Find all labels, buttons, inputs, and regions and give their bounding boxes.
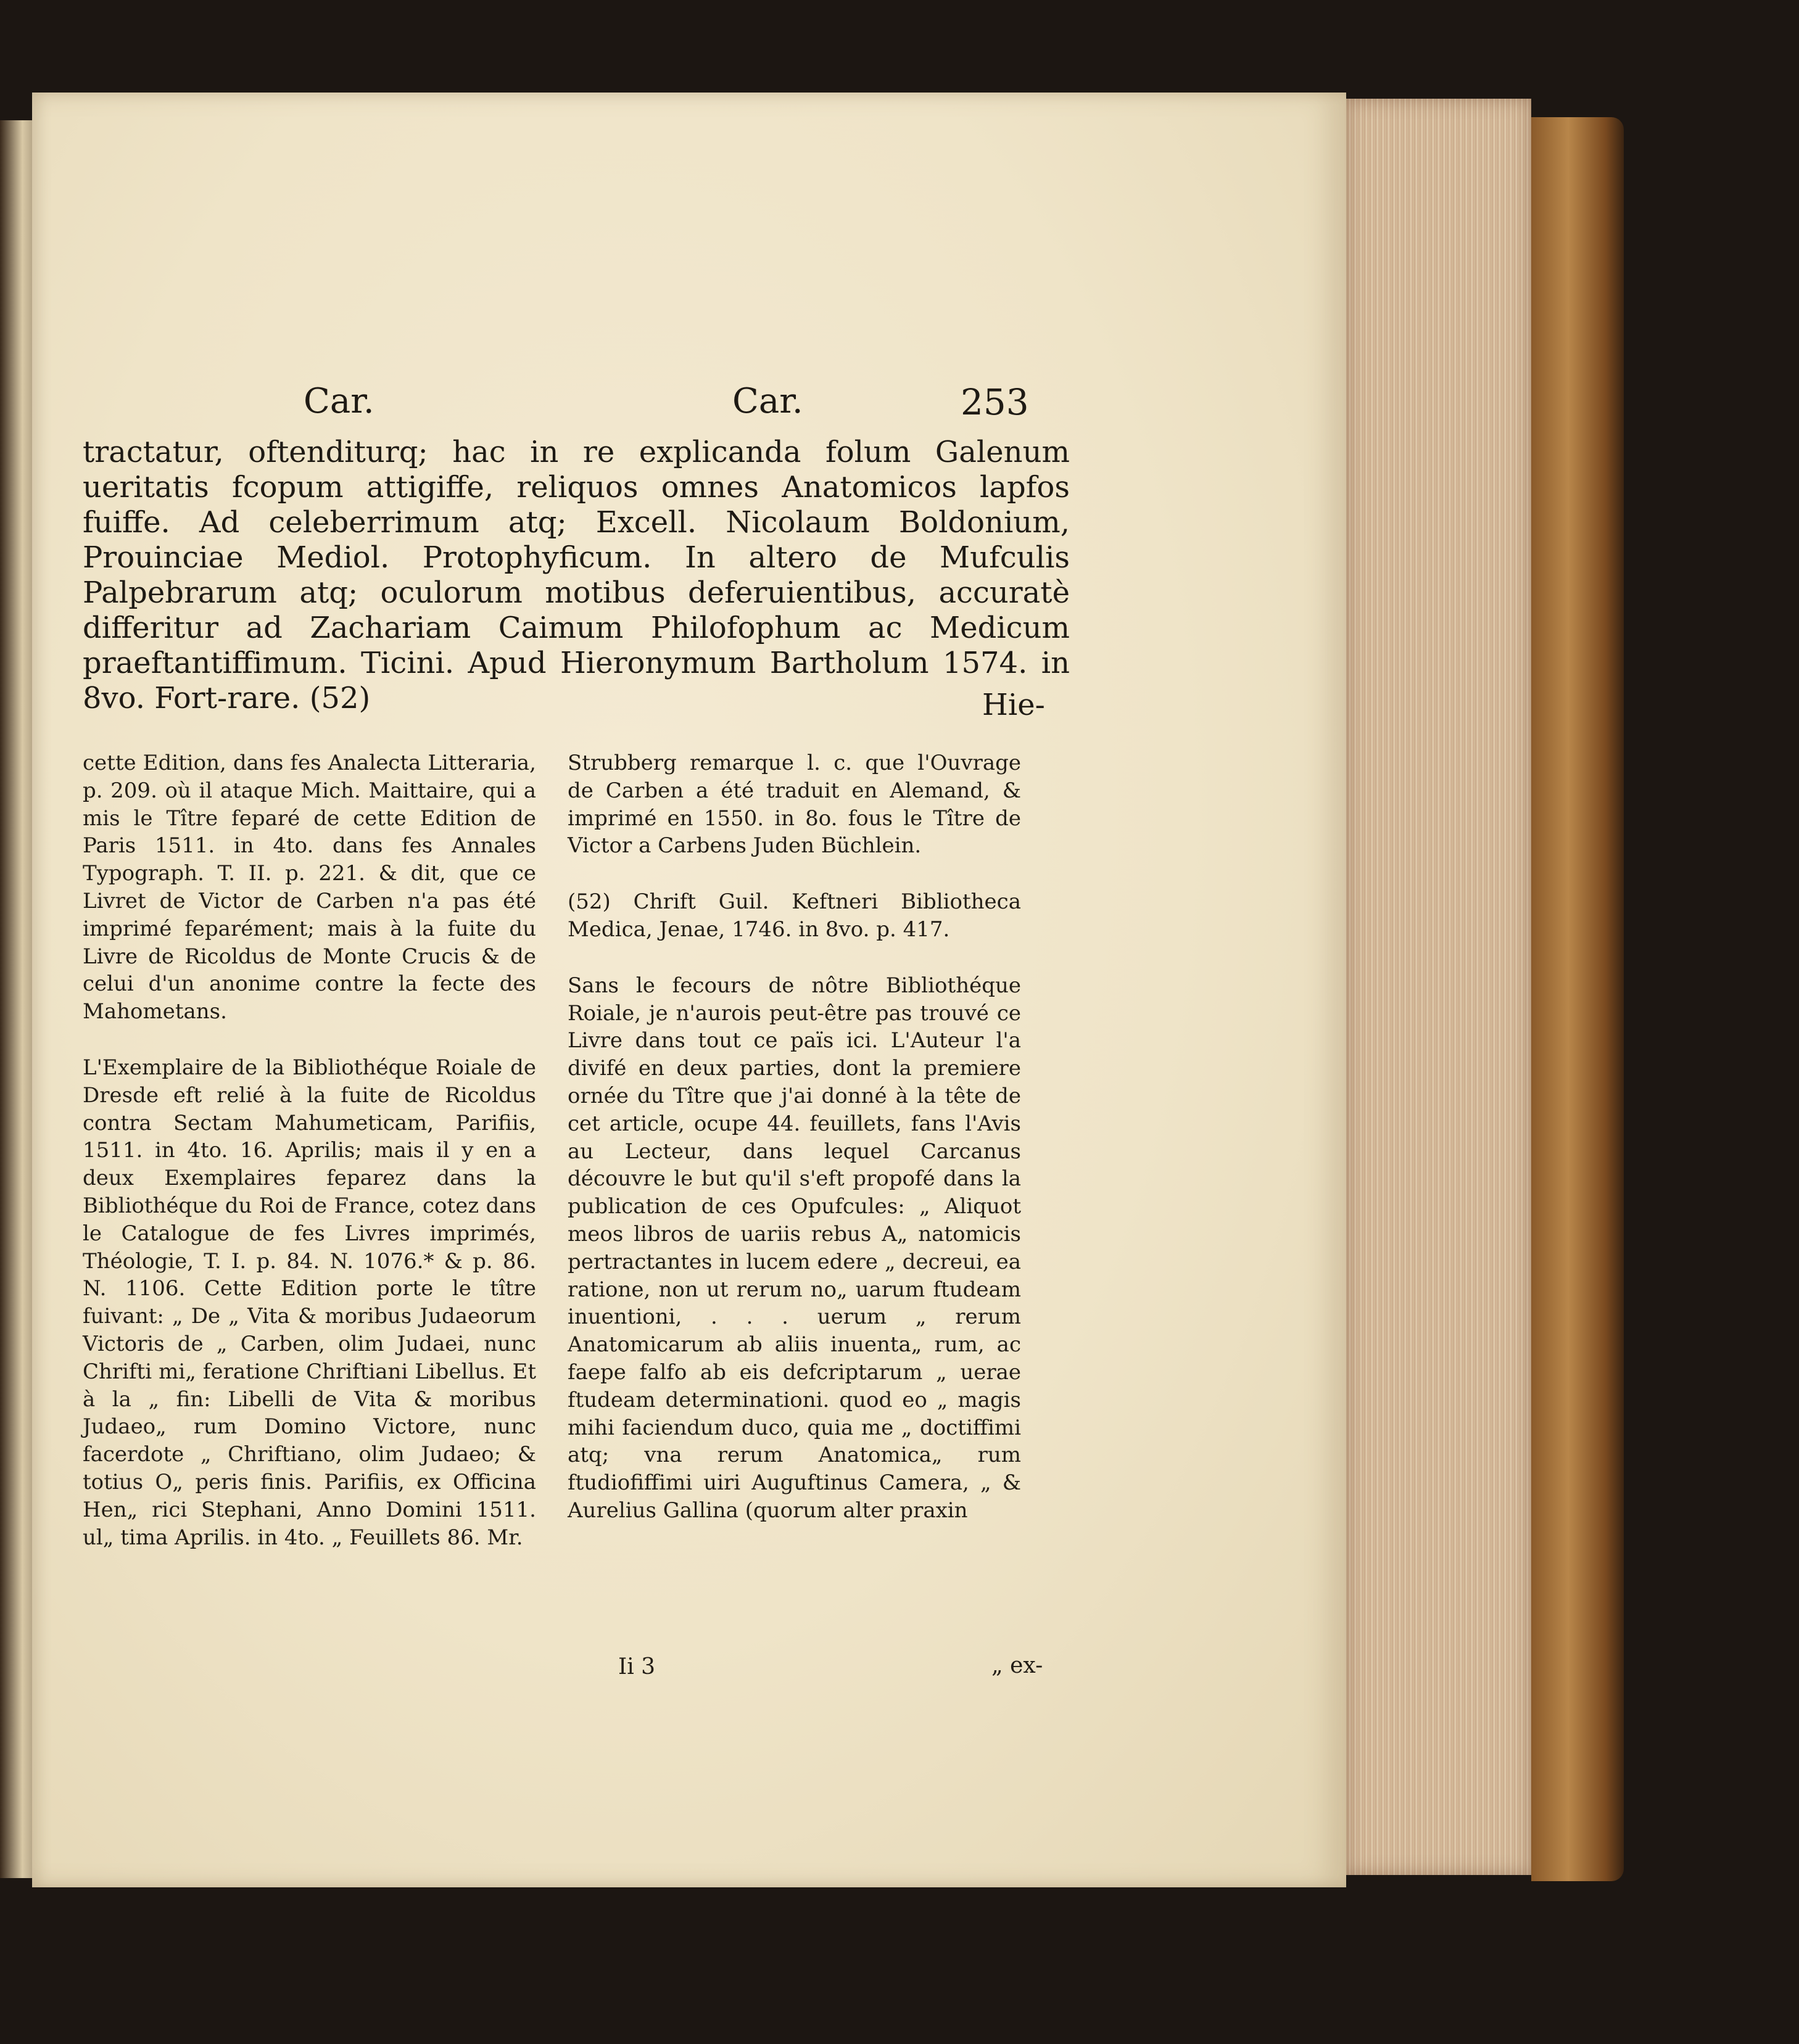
main-catchword: Hie- [982,688,1045,722]
facing-page-edge [0,120,32,1878]
signature-mark: Ii 3 [618,1654,656,1679]
running-head-center: Car. [732,381,803,421]
right-paragraph-2: (52) Chrift Guil. Keftneri Bibliotheca Medica, Jenae, 1746. in 8vo. p. 417. [568,889,1021,942]
book-page [32,93,1346,1887]
running-head [32,376,1346,432]
book-cover-edge [1531,117,1624,1881]
footnote-column-left [83,749,536,1551]
fore-edge-pages [1346,99,1531,1875]
column-catchword: „ ex- [991,1653,1043,1678]
main-entry-text [83,435,1070,716]
running-head-left: Car. [304,381,374,421]
page-number: 253 [961,381,1029,423]
main-paragraph: tractatur, oftenditurq; hac in re explicanda folum Galenum ueritatis fcopum attigiffe, reliquos omnes Anatomicos lapfos fuiffe. Ad celeberrimum atq; Excell. Nicolaum Boldonium, Prouinciae Mediol. Protophyficum. In altero de Mufculis Palpebrarum atq; oculorum motibus deferuientibus, accuratè differitur ad Zachariam Caimum Philofophum ac Medicum praeftantiffimum. Ticini. Apud Hieronymum Bartholum 1574. in 8vo. Fort-rare. (52) [83,435,1070,715]
left-paragraph-2: L'Exemplaire de la Bibliothéque Roiale de Dresde eft relié à la fuite de Ricoldus contra Sectam Mahumeticam, Parifiis, 1511. in 4to. 16. Aprilis; mais il y en a deux Exemplaires feparez dans la Bibliothéque du Roi de France, cotez dans le Catalogue de fes Livres imprimés, Théologie, T. I. p. 84. N. 1076.* & p. 86. N. 1106. Cette Edition porte le tître fuivant: „ De „ Vita & moribus Judaeorum Victoris de „ Carben, olim Judaei, nunc Chrifti mi„ feratione Chriftiani Libellus. Et à la „ fin: Libelli de Vita & moribus Judaeo„ rum Domino Victore, nunc facerdote „ Chriftiano, olim Judaeo; & totius O„ peris finis. Parifiis, ex Officina Hen„ rici Stephani, Anno Domini 1511. ul„ tima Aprilis. in 4to. „ Feuillets 86. Mr. [83,1055,536,1550]
right-paragraph-1: Strubberg remarque l. c. que l'Ouvrage de Carben a été traduit en Alemand, & imprimé en 1550. in 8o. fous le Tître de Victor a Carbens Juden Büchlein. [568,751,1021,859]
footnote-column-right [568,749,1021,1525]
left-paragraph-1: cette Edition, dans fes Analecta Litteraria, p. 209. où il ataque Mich. Maittaire, qui a mis le Tître feparé de cette Edition de Paris 1511. in 4to. dans fes Annales Typograph. T. II. p. 221. & dit, que ce Livret de Victor de Carben n'a pas été imprimé feparément; mais à la fuite du Livre de Ricoldus de Monte Crucis & de celui d'un anonime contre la fecte des Mahometans. [83,751,536,1024]
right-paragraph-3: Sans le fecours de nôtre Bibliothéque Roiale, je n'aurois peut-être pas trouvé ce Livre dans tout ce païs ici. L'Auteur l'a divifé en deux parties, dont la premiere ornée du Tître que j'ai donné à la tête de cet article, ocupe 44. feuillets, fans l'Avis au Lecteur, dans lequel Carcanus découvre le but qu'il s'eft propofé dans la publication de ces Opufcules: „ Aliquot meos libros de uariis rebus A„ natomicis pertractantes in lucem edere „ decreui, ea ratione, non ut rerum no„ uarum ftudeam inuentioni, . . . uerum „ rerum Anatomicarum ab aliis inuenta„ rum, ac faepe falfo ab eis defcriptarum „ uerae ftudeam determinationi. quod eo „ magis mihi faciendum duco, quia me „ doctiffimi atq; vna rerum Anatomica„ rum ftudiofiffimi uiri Auguftinus Camera, „ & Aurelius Gallina (quorum alter praxin [568,973,1021,1523]
